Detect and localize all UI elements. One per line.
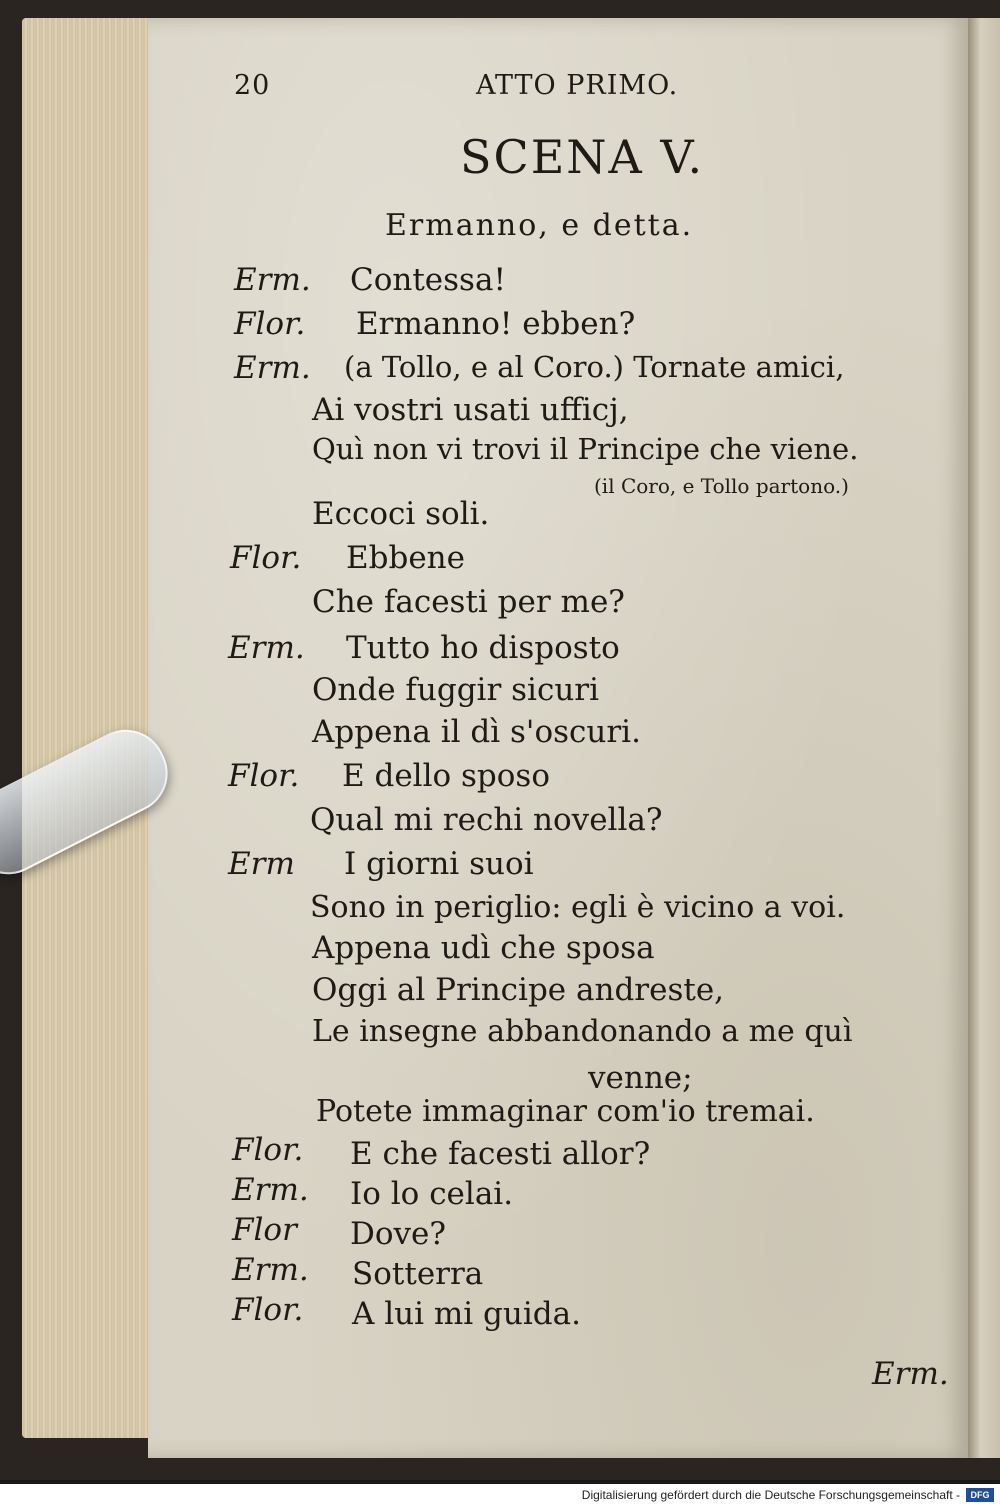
dialogue-line: Oggi al Principe andreste, <box>312 972 725 1008</box>
dialogue-line: Io lo celai. <box>350 1176 514 1212</box>
footer-text: Digitalisierung gefördert durch die Deutsche Forschungsgemeinschaft - <box>581 1488 960 1502</box>
speaker-label: Erm. <box>232 1172 309 1208</box>
catchword: Erm. <box>872 1356 949 1392</box>
dialogue-line: Le insegne abbandonando a me quì <box>312 1014 853 1049</box>
speaker-label: Flor. <box>230 540 302 576</box>
digitization-footer <box>0 1484 1000 1506</box>
speaker-label: Erm <box>228 846 295 882</box>
dialogue-line: venne; <box>588 1060 693 1096</box>
speaker-label: Erm. <box>234 262 311 298</box>
dialogue-line: Sono in periglio: egli è vicino a voi. <box>310 890 846 925</box>
speaker-label: Flor. <box>228 758 300 794</box>
page-number: 20 <box>234 70 271 101</box>
dialogue-line: Eccoci soli. <box>312 496 490 532</box>
dialogue-line: E che facesti allor? <box>350 1136 651 1172</box>
dialogue-line: Che facesti per me? <box>312 584 625 620</box>
dialogue-line: Appena udì che sposa <box>312 930 655 966</box>
scene-characters: Ermanno, e detta. <box>385 208 694 243</box>
dialogue-line: Qual mi rechi novella? <box>310 802 663 838</box>
dialogue-line: (a Tollo, e al Coro.) Tornate amici, <box>344 350 845 384</box>
running-title: ATTO PRIMO. <box>476 70 679 101</box>
dialogue-line: Ai vostri usati ufficj, <box>312 392 629 428</box>
dialogue-line: Appena il dì s'oscuri. <box>312 714 641 750</box>
scene-title: SCENA V. <box>460 130 705 184</box>
dialogue-line: E dello sposo <box>342 758 551 794</box>
dialogue-line: Onde fuggir sicuri <box>312 672 600 708</box>
dialogue-line: Contessa! <box>350 262 506 298</box>
dialogue-line: A lui mi guida. <box>352 1296 581 1332</box>
book-gutter <box>968 18 1000 1458</box>
speaker-label: Erm. <box>228 630 305 666</box>
stage-direction: (il Coro, e Tollo partono.) <box>594 474 849 498</box>
dialogue-line: I giorni suoi <box>344 846 534 882</box>
dfg-logo: DFG <box>966 1488 994 1502</box>
dialogue-line: Ebbene <box>346 540 465 576</box>
dialogue-line: Dove? <box>350 1216 446 1252</box>
dialogue-line: Potete immaginar com'io tremai. <box>316 1094 815 1129</box>
book-page-edges <box>22 18 160 1438</box>
dialogue-line: Tutto ho disposto <box>346 630 620 666</box>
speaker-label: Flor <box>232 1212 297 1248</box>
speaker-label: Flor. <box>232 1132 304 1168</box>
speaker-label: Erm. <box>232 1252 309 1288</box>
dialogue-line: Quì non vi trovi il Principe che viene. <box>312 432 859 466</box>
dialogue-line: Sotterra <box>352 1256 484 1292</box>
speaker-label: Flor. <box>234 306 306 342</box>
speaker-label: Flor. <box>232 1292 304 1328</box>
dialogue-line: Ermanno! ebben? <box>356 306 636 342</box>
speaker-label: Erm. <box>234 350 311 386</box>
